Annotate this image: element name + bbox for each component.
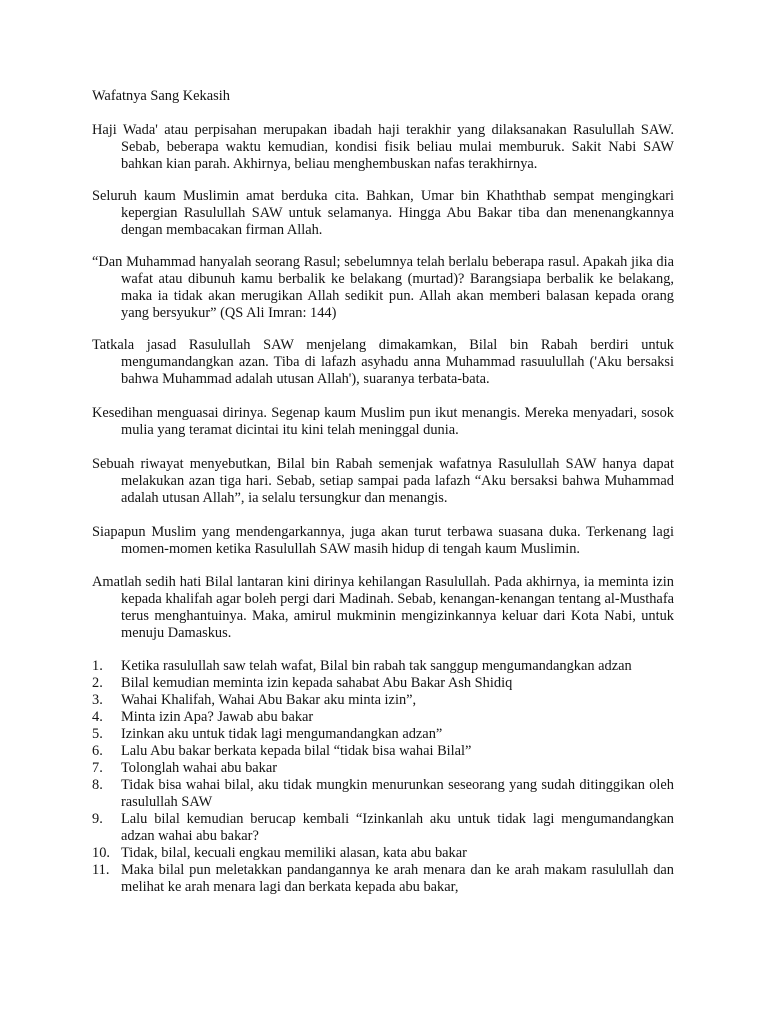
document-title: Wafatnya Sang Kekasih <box>92 88 230 104</box>
list-item-number: 4. <box>92 709 103 725</box>
numbered-list <box>92 658 674 896</box>
list-item-text: Maka bilal pun meletakkan pandangannya ke arah menara dan ke arah makam rasulullah dan melihat ke arah menara lagi dan berkata kepada abu bakar, <box>121 862 674 895</box>
paragraph-azan: Tatkala jasad Rasulullah SAW menjelang dimakamkan, Bilal bin Rabah berdiri untuk mengumandangkan azan. Tiba di lafazh asyhadu anna Muhammad rasuulullah ('Aku bersaksi bahwa Muhammad adalah utusan Allah'), suaranya terbata-bata. <box>92 337 674 387</box>
list-item <box>92 845 674 862</box>
list-item-text: Tolonglah wahai abu bakar <box>121 760 278 776</box>
list-item-number: 6. <box>92 743 103 759</box>
list-item-number: 10. <box>92 845 110 861</box>
list-item-number: 8. <box>92 777 103 793</box>
list-item-number: 2. <box>92 675 103 691</box>
list-item <box>92 777 674 811</box>
list-item-number: 3. <box>92 692 103 708</box>
list-item <box>92 760 674 777</box>
list-item <box>92 692 674 709</box>
list-item-number: 11. <box>92 862 110 878</box>
list-item <box>92 675 674 692</box>
list-item-number: 7. <box>92 760 103 776</box>
list-item <box>92 743 674 760</box>
list-item-text: Lalu Abu bakar berkata kepada bilal “tidak bisa wahai Bilal” <box>121 743 472 759</box>
list-item-text: Tidak bisa wahai bilal, aku tidak mungkin menurunkan seseorang yang sudah ditinggikan oleh rasulullah SAW <box>121 777 674 810</box>
paragraph-riwayat: Sebuah riwayat menyebutkan, Bilal bin Rabah semenjak wafatnya Rasulullah SAW hanya dapat melakukan azan tiga hari. Sebab, setiap sampai pada lafazh “Aku bersaksi bahwa Muhammad adalah utusan Allah”, ia selalu tersungkur dan menangis. <box>92 456 674 506</box>
list-item <box>92 709 674 726</box>
list-item <box>92 811 674 845</box>
list-item-number: 5. <box>92 726 103 742</box>
list-item <box>92 726 674 743</box>
list-item-text: Ketika rasulullah saw telah wafat, Bilal bin rabah tak sanggup mengumandangkan adzan <box>121 658 632 674</box>
paragraph-kaum-muslimin: Seluruh kaum Muslimin amat berduka cita. Bahkan, Umar bin Khaththab sempat mengingkari kepergian Rasulullah SAW untuk selamanya. Hingga Abu Bakar tiba dan menenangkannya dengan membacakan firman Allah. <box>92 188 674 238</box>
list-item-text: Wahai Khalifah, Wahai Abu Bakar aku minta izin”, <box>121 692 417 708</box>
list-item-number: 9. <box>92 811 103 827</box>
paragraph-quran-quote: “Dan Muhammad hanyalah seorang Rasul; sebelumnya telah berlalu beberapa rasul. Apakah jika dia wafat atau dibunuh kamu berbalik ke belakang (murtad)? Barangsiapa berbalik ke belakang, maka ia tidak akan merugikan Allah sedikit pun. Allah akan memberi balasan kepada orang yang bersyukur” (QS Ali Imran: 144) <box>92 254 674 321</box>
list-item-number: 1. <box>92 658 103 674</box>
paragraph-siapapun: Siapapun Muslim yang mendengarkannya, juga akan turut terbawa suasana duka. Terkenang lagi momen-momen ketika Rasulullah SAW masih hidup di tengah kaum Muslimin. <box>92 524 674 557</box>
list-item-text: Izinkan aku untuk tidak lagi mengumandangkan adzan” <box>121 726 443 742</box>
list-item-text: Tidak, bilal, kecuali engkau memiliki alasan, kata abu bakar <box>121 845 467 861</box>
list-item <box>92 658 674 675</box>
list-item-text: Lalu bilal kemudian berucap kembali “Izinkanlah aku untuk tidak lagi mengumandangkan adzan wahai abu bakar? <box>121 811 674 844</box>
list-item-text: Minta izin Apa? Jawab abu bakar <box>121 709 314 725</box>
list-item <box>92 862 674 896</box>
list-item-text: Bilal kemudian meminta izin kepada sahabat Abu Bakar Ash Shidiq <box>121 675 513 691</box>
paragraph-kesedihan: Kesedihan menguasai dirinya. Segenap kaum Muslim pun ikut menangis. Mereka menyadari, sosok mulia yang teramat dicintai itu kini telah meninggal dunia. <box>92 405 674 438</box>
paragraph-haji-wada: Haji Wada' atau perpisahan merupakan ibadah haji terakhir yang dilaksanakan Rasulullah SAW. Sebab, beberapa waktu kemudian, kondisi fisik beliau mulai memburuk. Sakit Nabi SAW bahkan kian parah. Akhirnya, beliau menghembuskan nafas terakhirnya. <box>92 122 674 172</box>
paragraph-amatlah: Amatlah sedih hati Bilal lantaran kini dirinya kehilangan Rasulullah. Pada akhirnya, ia meminta izin kepada khalifah agar boleh pergi dari Madinah. Sebab, kenangan-kenangan tentang al-Musthafa terus menghantuinya. Maka, amirul mukminin mengizinkannya keluar dari Kota Nabi, untuk menuju Damaskus. <box>92 574 674 641</box>
